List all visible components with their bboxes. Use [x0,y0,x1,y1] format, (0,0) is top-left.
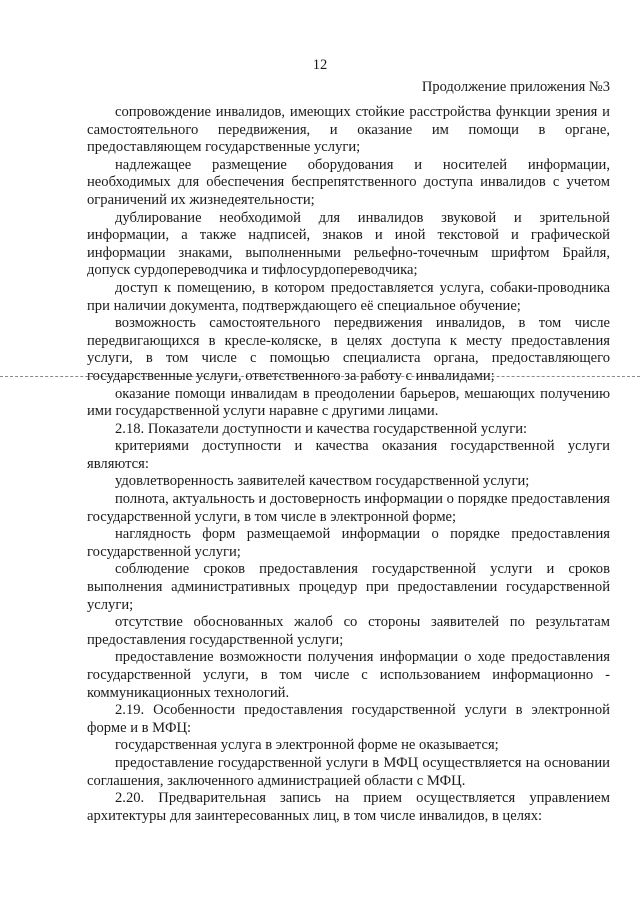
paragraph: возможность самостоятельного передвижения инвалидов, в том числе передвигающихся в кресле-коляске, в целях доступа к месту предоставления услуги, в том числе с помощью специалиста органа, предоставляющего государственные услуги, ответственного за работу с инвалидами; [87,315,610,384]
paragraph: соблюдение сроков предоставления государственной услуги и сроков выполнения административных процедур при предоставлении государственной услуги; [87,561,610,613]
paragraph: доступ к помещению, в котором предоставляется услуга, собаки-проводника при наличии документа, подтверждающего её специальное обучение; [87,279,610,314]
paragraph: наглядность форм размещаемой информации о порядке предоставления государственной услуги; [87,526,610,560]
section-heading-2-19: 2.19. Особенности предоставления государственной услуги в электронной форме и в МФЦ: [87,702,610,736]
paragraph: полнота, актуальность и достоверность информации о порядке предоставления государственной услуги, в том числе в электронной форме; [87,491,610,525]
paragraph: дублирование необходимой для инвалидов звуковой и зрительной информации, а также надписей, знаков и иной текстовой и графической информации знаками, выполненными рельефно-точечным шрифтом Брайля, допуск сурдопереводчика и тифлосурдопереводчика; [87,209,610,279]
paragraph: надлежащее размещение оборудования и носителей информации, необходимых для обеспечения беспрепятственного доступа инвалидов с учетом ограничений их жизнедеятельности; [87,156,610,208]
paragraph: предоставление государственной услуги в МФЦ осуществляется на основании соглашения, заключенного администрацией области с МФЦ. [87,754,610,789]
paragraph: критериями доступности и качества оказания государственной услуги являются: [87,438,610,472]
paragraph: предоставление возможности получения информации о ходе предоставления государственной услуги, в том числе с использованием информационно - коммуникационных технологий. [87,649,610,701]
body-text [87,104,610,825]
paragraph: сопровождение инвалидов, имеющих стойкие расстройства функции зрения и самостоятельного передвижения, и оказание им помощи в органе, предоставляющем государственные услуги; [87,104,610,156]
paragraph: оказание помощи инвалидам в преодолении барьеров, мешающих получению ими государственной услуги наравне с другими лицами. [87,385,610,420]
section-heading-2-18: 2.18. Показатели доступности и качества государственной услуги: [115,420,528,437]
section-heading-2-20: 2.20. Предварительная запись на прием осуществляется управлением архитектуры для заинтересованных лиц, в том числе инвалидов, в целях: [87,790,610,824]
paragraph: отсутствие обоснованных жалоб со стороны заявителей по результатам предоставления государственной услуги; [87,614,610,648]
paragraph: удовлетворенность заявителей качеством государственной услуги; [115,473,530,490]
page-number: 12 [312,57,328,73]
paragraph: государственная услуга в электронной форме не оказывается; [115,737,499,754]
appendix-label: Продолжение приложения №3 [421,79,610,95]
